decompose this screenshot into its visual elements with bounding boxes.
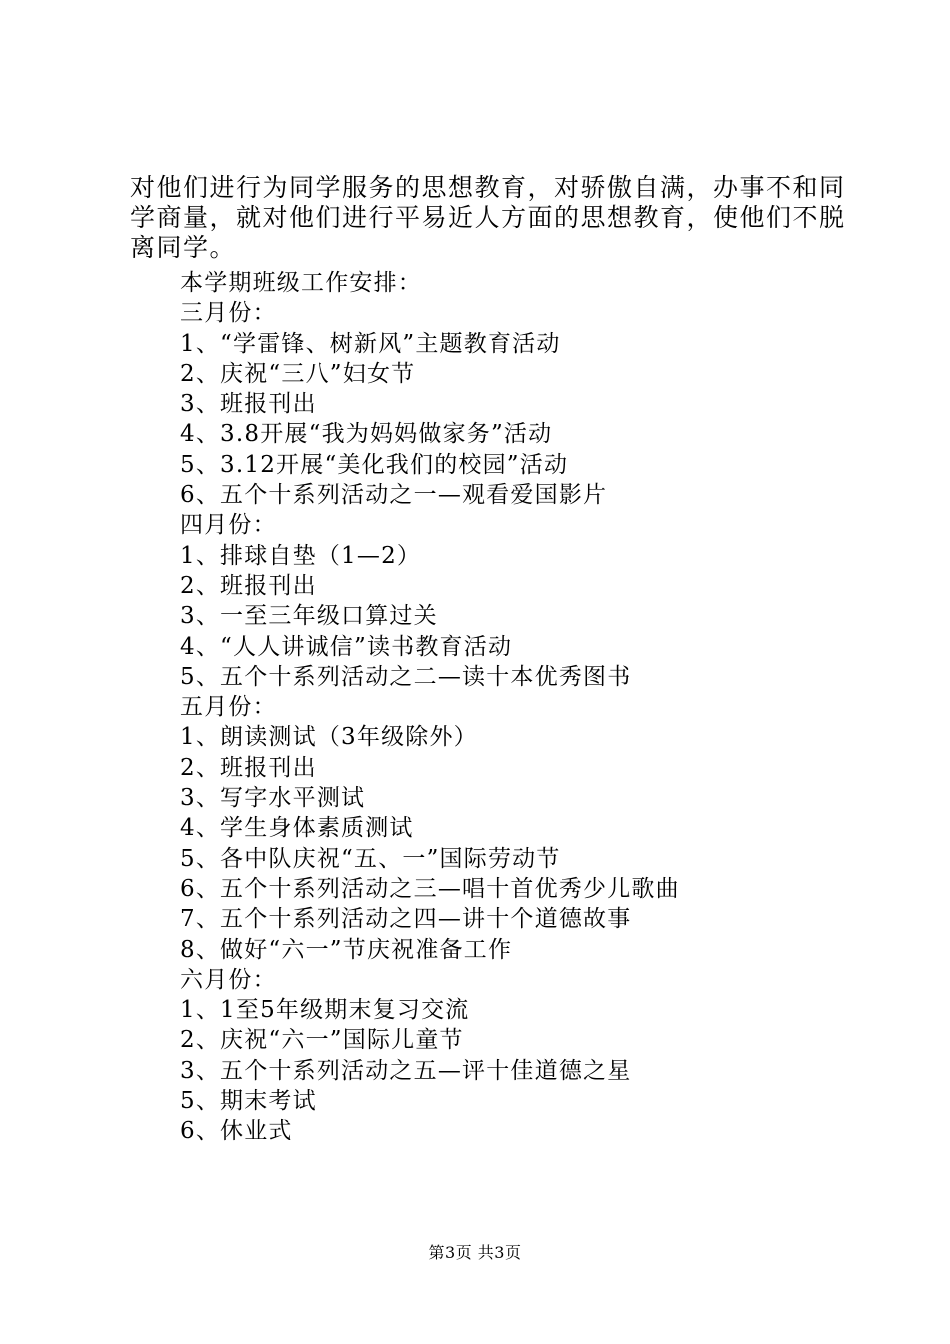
plan-item: 5、五个十系列活动之二—读十本优秀图书	[180, 663, 632, 690]
month-heading-april: 四月份：	[180, 512, 277, 539]
plan-item: 5、期末考试	[180, 1088, 317, 1115]
plan-item: 2、庆祝“六一”国际儿童节	[180, 1027, 464, 1054]
page-number: 第3页 共3页	[428, 1243, 522, 1262]
plan-item: 2、班报刊出	[180, 572, 317, 599]
plan-item: 7、五个十系列活动之四—讲十个道德故事	[180, 906, 632, 933]
plan-item: 6、五个十系列活动之三—唱十首优秀少儿歌曲	[180, 875, 680, 902]
intro-paragraph	[130, 173, 846, 263]
plan-item: 8、做好“六一”节庆祝准备工作	[180, 936, 513, 963]
intro-line: 学商量，就对他们进行平易近人方面的思想教育，使他们不脱	[130, 203, 846, 232]
plan-item: 4、“人人讲诚信”读书教育活动	[180, 633, 513, 660]
plan-item: 4、学生身体素质测试	[180, 815, 414, 842]
plan-item: 1、朗读测试（3年级除外）	[180, 724, 478, 751]
month-heading-march: 三月份：	[180, 300, 277, 327]
page-footer	[0, 1243, 950, 1263]
plan-item: 1、排球自垫（1—2）	[180, 542, 422, 569]
plan-item: 1、1至5年级期末复习交流	[180, 997, 470, 1024]
plan-heading: 本学期班级工作安排：	[180, 270, 422, 296]
work-plan-list	[180, 268, 840, 1147]
month-heading-june: 六月份：	[180, 966, 277, 993]
plan-item: 6、五个十系列活动之一—观看爱国影片	[180, 482, 608, 509]
plan-item: 2、庆祝“三八”妇女节	[180, 360, 416, 387]
plan-item: 1、“学雷锋、树新风”主题教育活动	[180, 330, 561, 357]
plan-item: 4、3.8开展“我为妈妈做家务”活动	[180, 421, 553, 448]
intro-line: 对他们进行为同学服务的思想教育，对骄傲自满，办事不和同	[130, 173, 846, 202]
plan-item: 5、各中队庆祝“五、一”国际劳动节	[180, 845, 561, 872]
plan-item: 3、班报刊出	[180, 391, 317, 418]
plan-item: 5、3.12开展“美化我们的校园”活动	[180, 451, 569, 478]
plan-item: 2、班报刊出	[180, 754, 317, 781]
plan-item: 3、写字水平测试	[180, 785, 366, 812]
intro-line: 离同学。	[130, 233, 237, 262]
month-heading-may: 五月份：	[180, 694, 277, 721]
plan-item: 3、一至三年级口算过关	[180, 603, 438, 630]
plan-item: 6、休业式	[180, 1118, 293, 1145]
plan-item: 3、五个十系列活动之五—评十佳道德之星	[180, 1057, 632, 1084]
